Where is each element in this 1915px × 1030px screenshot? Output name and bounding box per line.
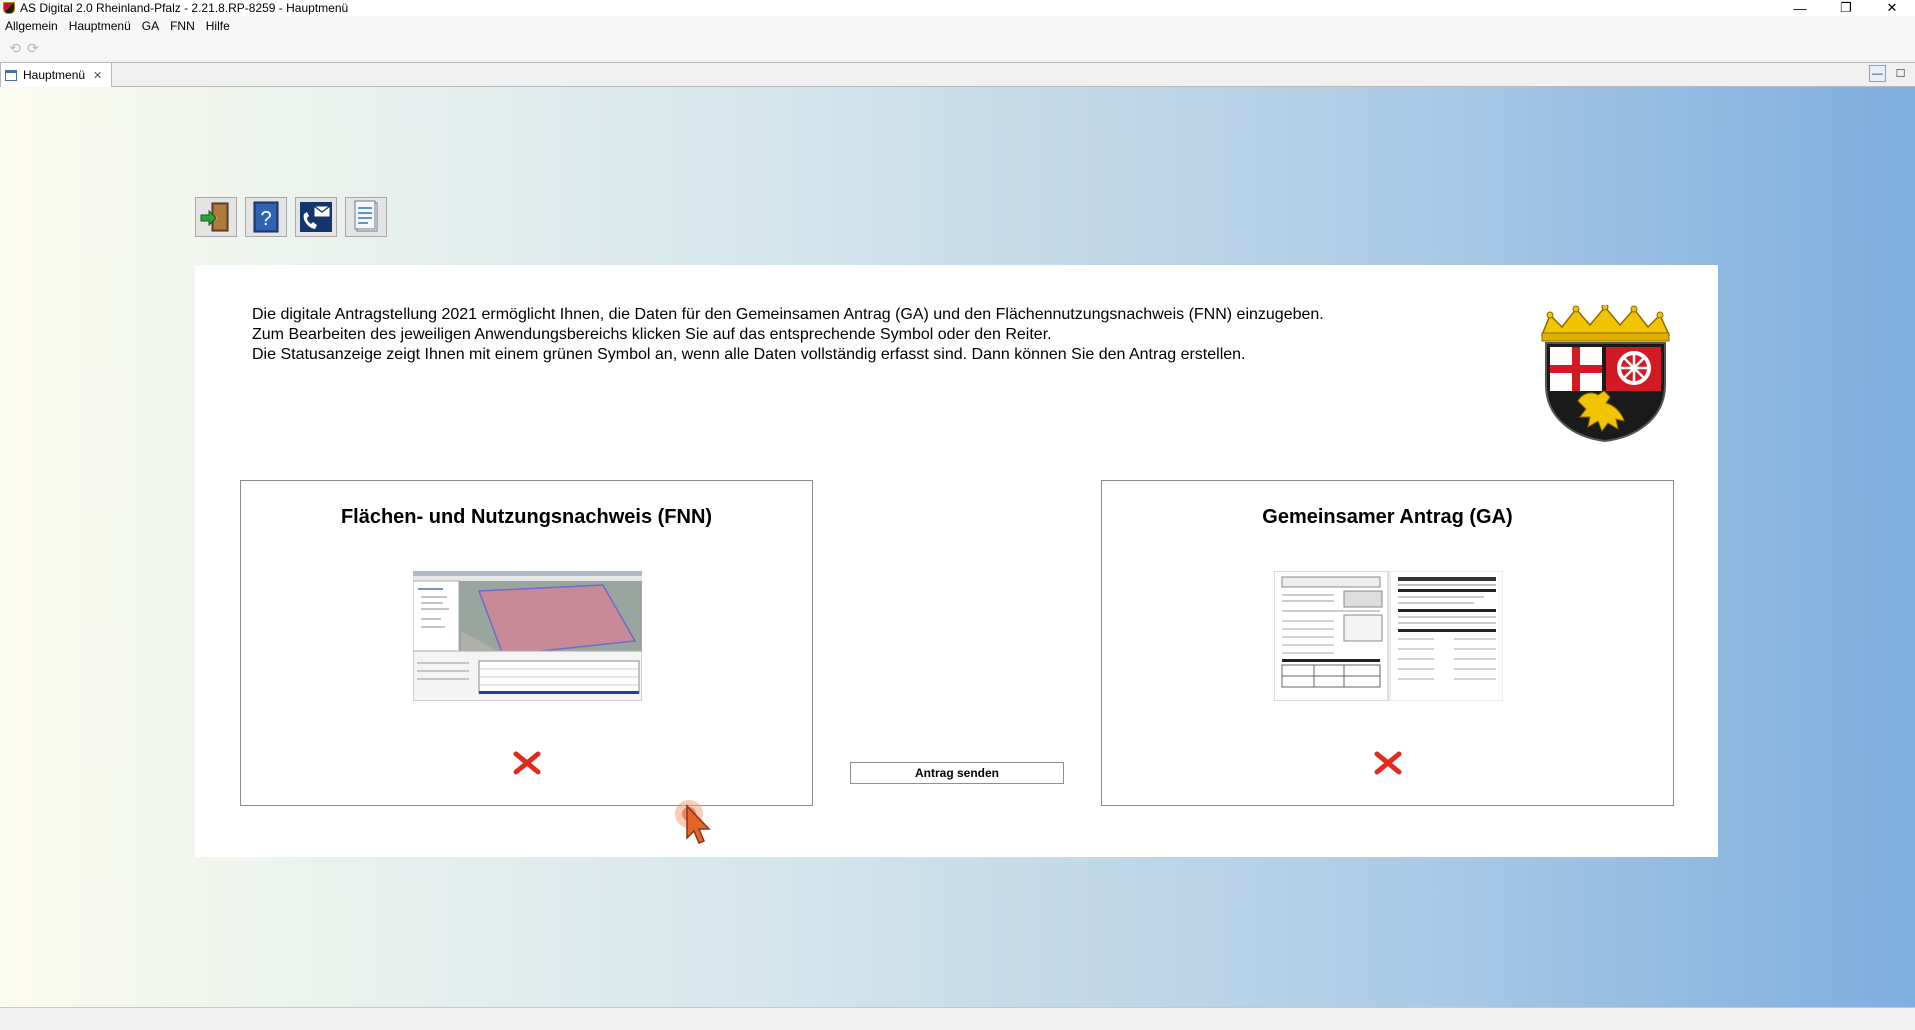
tab-hauptmenue[interactable] <box>0 62 112 87</box>
fnn-title: Flächen- und Nutzungsnachweis (FNN) <box>340 506 713 528</box>
ga-section[interactable] <box>1101 480 1674 806</box>
ga-title: Gemeinsamer Antrag (GA) <box>1262 506 1513 528</box>
status-bar <box>0 1007 1915 1030</box>
quick-icon-row <box>195 197 387 237</box>
editor-tab-strip <box>0 62 1915 87</box>
main-panel <box>195 265 1718 857</box>
window-icon <box>5 70 17 81</box>
main-area <box>0 87 1915 1007</box>
intro-line-2: Zum Bearbeiten des jeweiligen Anwendungsbereichs klicken Sie auf das entsprechende Symbol oder den Reiter. <box>252 326 1052 343</box>
forward-arrow-icon[interactable]: ⟳ <box>27 39 39 56</box>
restore-button[interactable]: ❐ <box>1840 0 1852 15</box>
title-bar <box>0 0 1915 16</box>
help-icon <box>248 200 284 234</box>
ga-form-thumbnail-icon[interactable] <box>1274 571 1503 701</box>
intro-line-1: Die digitale Antragstellung 2021 ermöglicht Ihnen, die Daten für den Gemeinsamen Antrag (GA) und den Flächennutzungsnachweis (FNN) einzugeben. <box>252 306 1324 323</box>
menu-bar <box>0 16 1915 36</box>
tab-label: Hauptmenü <box>23 68 86 82</box>
view-controls <box>1869 65 1909 82</box>
document-list-icon <box>348 200 384 234</box>
fnn-section[interactable] <box>240 480 813 806</box>
mouse-pointer-icon <box>673 798 713 846</box>
document-button[interactable] <box>345 197 387 237</box>
rhineland-palatinate-crest-icon <box>1538 305 1673 443</box>
ga-status-incomplete-icon <box>1374 751 1402 775</box>
contact-mail-icon <box>298 200 334 234</box>
toolbar <box>0 36 1915 60</box>
svg-text:?: ? <box>260 208 272 230</box>
minimize-button[interactable]: — <box>1793 0 1807 16</box>
intro-text <box>252 305 1324 365</box>
menu-ga[interactable]: GA <box>141 19 160 33</box>
tab-close-icon[interactable]: ✕ <box>93 69 103 82</box>
window-title: AS Digital 2.0 Rheinland-Pfalz - 2.21.8.RP-8259 - Hauptmenü <box>20 1 349 15</box>
help-button[interactable] <box>245 197 287 237</box>
menu-hauptmenue[interactable]: Hauptmenü <box>68 19 131 33</box>
menu-hilfe[interactable]: Hilfe <box>205 19 230 33</box>
back-arrow-icon[interactable]: ⟲ <box>9 39 21 56</box>
app-crest-icon <box>3 2 15 14</box>
minimize-view-button[interactable]: — <box>1869 65 1886 82</box>
exit-button[interactable] <box>195 197 237 237</box>
maximize-view-button[interactable]: ☐ <box>1895 68 1906 80</box>
intro-line-3: Die Statusanzeige zeigt Ihnen mit einem grünen Symbol an, wenn alle Daten vollständig erfasst sind. Dann können Sie den Antrag erstellen. <box>252 346 1246 363</box>
exit-door-icon <box>198 200 234 234</box>
menu-allgemein[interactable]: Allgemein <box>5 19 58 33</box>
window-controls <box>1777 0 1915 16</box>
close-button[interactable]: ✕ <box>1886 0 1898 15</box>
fnn-status-incomplete-icon <box>513 751 541 775</box>
contact-button[interactable] <box>295 197 337 237</box>
antrag-senden-button[interactable]: Antrag senden <box>850 762 1064 784</box>
fnn-map-thumbnail-icon[interactable] <box>413 571 642 701</box>
menu-fnn[interactable]: FNN <box>170 19 195 33</box>
